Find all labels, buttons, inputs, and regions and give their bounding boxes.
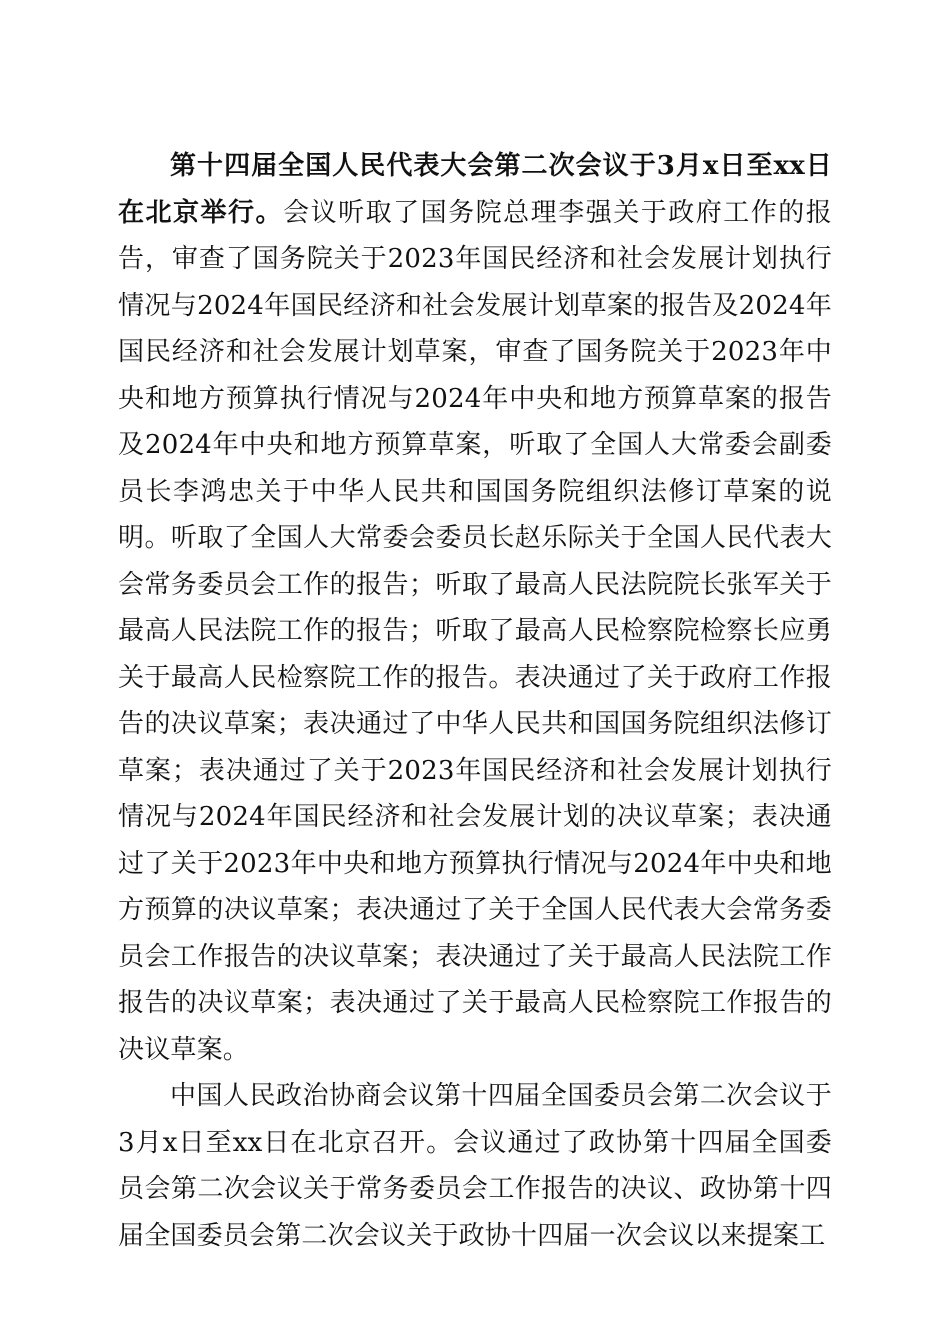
paragraph-npc-session [118,143,832,1073]
document-body [118,143,832,1259]
paragraph-lead-sentence: 第十四届全国人民代表大会第二次会议于3月x日至xx日在北京举行。 [118,151,832,228]
paragraph-cppcc-session [118,1073,832,1259]
paragraph-text: 中国人民政治协商会议第十四届全国委员会第二次会议于3月x日至xx日在北京召开。会议通过了政协第十四届全国委员会第二次会议关于常务委员会工作报告的决议、政协第十四届全国委员会第二次会议关于政协十四届一次会议以来提案工 [118,1081,832,1251]
paragraph-text: 会议听取了国务院总理李强关于政府工作的报告，审查了国务院关于2023年国民经济和社会发展计划执行情况与2024年国民经济和社会发展计划草案的报告及2024年国民经济和社会发展计划草案，审查了国务院关于2023年中央和地方预算执行情况与2024年中央和地方预算草案的报告及2024年中央和地方预算草案，听取了全国人大常委会副委员长李鸿忠关于中华人民共和国国务院组织法修订草案的说明。听取了全国人大常委会委员长赵乐际关于全国人民代表大会常务委员会工作的报告；听取了最高人民法院院长张军关于最高人民法院工作的报告；听取了最高人民检察院检察长应勇关于最高人民检察院工作的报告。表决通过了关于政府工作报告的决议草案；表决通过了中华人民共和国国务院组织法修订草案；表决通过了关于2023年国民经济和社会发展计划执行情况与2024年国民经济和社会发展计划的决议草案；表决通过了关于2023年中央和地方预算执行情况与2024年中央和地方预算的决议草案；表决通过了关于全国人民代表大会常务委员会工作报告的决议草案；表决通过了关于最高人民法院工作报告的决议草案；表决通过了关于最高人民检察院工作报告的决议草案。 [118,197,832,1065]
